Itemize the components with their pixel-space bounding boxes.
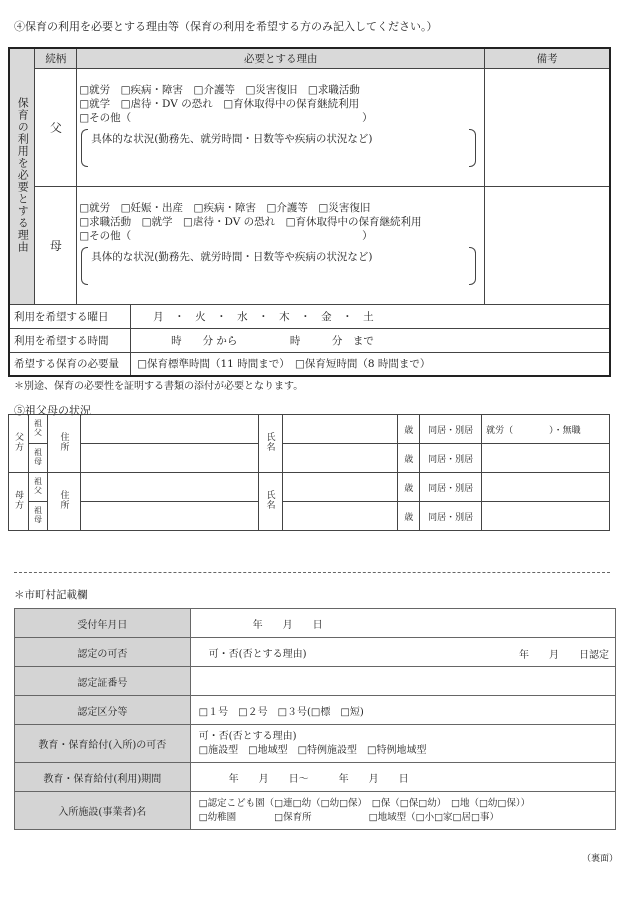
muni-category-label: 認定区分等 <box>15 696 191 725</box>
relation-header: 続柄 <box>35 48 77 68</box>
paternal-grandmother: 祖母 <box>33 447 43 466</box>
maternal-grandmother-name[interactable] <box>282 502 398 531</box>
paternal-grandmother-address[interactable] <box>80 444 258 473</box>
maternal-grandfather-address[interactable] <box>80 473 258 502</box>
maternal-grandfather-name[interactable] <box>282 473 398 502</box>
maternal-grandfather-living[interactable]: 同居・別居 <box>420 473 482 502</box>
maternal-grandfather-work[interactable] <box>482 473 610 502</box>
amount-label: 希望する保育の必要量 <box>9 352 131 376</box>
days-label: 利用を希望する曜日 <box>9 304 131 328</box>
muni-approval-cell[interactable] <box>190 638 615 667</box>
page-footer: （裏面） <box>582 854 619 864</box>
mother-bracket-right <box>469 247 476 285</box>
mother-bracket-left <box>81 247 88 285</box>
muni-category-value[interactable]: □１号 □２号 □３号(□標 □短) <box>190 696 615 725</box>
father-reason[interactable] <box>77 68 485 186</box>
maternal-grandmother-age[interactable]: 歳 <box>398 502 420 531</box>
mother-line3: □その他（ ） <box>79 230 373 242</box>
muni-cert-number-value[interactable] <box>190 667 615 696</box>
municipal-title: ＊市町村記載欄 <box>14 589 88 601</box>
muni-benefit-entry-cell[interactable] <box>190 725 615 763</box>
maternal-name-label: 氏名 <box>264 490 275 510</box>
time-label: 利用を希望する時間 <box>9 328 131 352</box>
paternal-name-label: 氏名 <box>264 432 275 452</box>
muni-benefit-entry-types: □施設型 □地域型 □特例施設型 □特例地域型 <box>198 744 427 756</box>
muni-received-label: 受付年月日 <box>15 609 191 638</box>
muni-facility-cell[interactable] <box>190 792 615 830</box>
muni-facility-label: 入所施設(事業者)名 <box>15 792 191 830</box>
muni-benefit-period-label: 教育・保育給付(利用)期間 <box>15 763 191 792</box>
paternal-grandmother-living[interactable]: 同居・別居 <box>420 444 482 473</box>
paternal-grandfather-age[interactable]: 歳 <box>398 415 420 444</box>
section4-note: ＊別途、保育の必要性を証明する書類の添付が必要となります。 <box>14 381 304 392</box>
muni-facility-line2: □幼稚園 □保育所 □地域型（□小□家□居□事） <box>198 811 500 823</box>
section5-title: ⑤祖父母の状況 <box>14 404 91 417</box>
father-line2: □就学 □虐待・DV の恐れ □育休取得中の保育継続利用 <box>79 98 360 110</box>
muni-approval-date: 年 月 日認定 <box>519 650 609 661</box>
amount-value[interactable]: □保育標準時間（11 時間まで） □保育短時間（8 時間まで） <box>131 352 610 376</box>
side-label: 保育の利用を必要とする理由 <box>16 96 30 253</box>
paternal-grandfather-work[interactable]: 就労（ ）・無職 <box>482 415 610 444</box>
mother-line1: □就労 □妊娠・出産 □疾病・障害 □介護等 □災害復旧 <box>79 202 371 214</box>
maternal-grandfather: 祖父 <box>33 476 43 495</box>
muni-approval-value: 可・否(否とする理由) <box>208 648 307 660</box>
father-notes[interactable] <box>485 68 610 186</box>
paternal-grandmother-age[interactable]: 歳 <box>398 444 420 473</box>
maternal-side: 母方 <box>12 490 23 510</box>
muni-benefit-entry-value: 可・否(否とする理由) <box>198 730 297 742</box>
muni-facility-line1: □認定こども園（□連□幼（□幼□保） □保（□保□幼） □地（□幼□保）） <box>198 797 531 809</box>
paternal-grandfather: 祖父 <box>33 418 43 437</box>
maternal-grandmother-living[interactable]: 同居・別居 <box>420 502 482 531</box>
muni-benefit-period-value[interactable]: 年 月 日～ 年 月 日 <box>190 763 615 792</box>
father-bracket-right <box>469 129 476 167</box>
paternal-side: 父方 <box>12 432 23 452</box>
maternal-grandfather-age[interactable]: 歳 <box>398 473 420 502</box>
mother-reason[interactable] <box>77 186 485 304</box>
maternal-grandmother: 祖母 <box>33 505 43 524</box>
father-situation: 具体的な状況(勤務先、就労時間・日数等や疾病の状況など) <box>91 133 373 145</box>
mother-notes[interactable] <box>485 186 610 304</box>
father-bracket-left <box>81 129 88 167</box>
days-value[interactable]: 月 ・ 火 ・ 水 ・ 木 ・ 金 ・ 土 <box>131 304 610 328</box>
paternal-grandfather-living[interactable]: 同居・別居 <box>420 415 482 444</box>
father-line3: □その他（ ） <box>79 112 373 124</box>
muni-received-value[interactable]: 年 月 日 <box>190 609 615 638</box>
mother-situation: 具体的な状況(勤務先、就労時間・日数等や疾病の状況など) <box>91 251 373 263</box>
paternal-grandfather-name[interactable] <box>282 415 398 444</box>
maternal-grandmother-work[interactable] <box>482 502 610 531</box>
reason-header: 必要とする理由 <box>77 48 485 68</box>
paternal-grandmother-name[interactable] <box>282 444 398 473</box>
father-relation: 父 <box>35 68 77 186</box>
section4-title: ④保育の利用を必要とする理由等（保育の利用を希望する方のみ記入してください。） <box>14 20 438 33</box>
mother-relation: 母 <box>35 186 77 304</box>
time-value[interactable]: 時 分 から 時 分 まで <box>131 328 610 352</box>
paternal-grandmother-work[interactable] <box>482 444 610 473</box>
muni-benefit-entry-label: 教育・保育給付(入所)の可否 <box>15 725 191 763</box>
section4-table <box>8 47 611 377</box>
cut-line <box>14 572 610 573</box>
side-label-cell <box>9 48 35 304</box>
paternal-grandfather-address[interactable] <box>80 415 258 444</box>
municipal-table <box>14 608 616 830</box>
muni-cert-number-label: 認定証番号 <box>15 667 191 696</box>
grandparents-table <box>8 414 610 531</box>
maternal-address-label: 住所 <box>58 490 69 510</box>
paternal-address-label: 住所 <box>58 432 69 452</box>
mother-line2: □求職活動 □就学 □虐待・DV の恐れ □育休取得中の保育継続利用 <box>79 216 422 228</box>
father-line1: □就労 □疾病・障害 □介護等 □災害復旧 □求職活動 <box>79 84 360 96</box>
notes-header: 備考 <box>485 48 610 68</box>
maternal-grandmother-address[interactable] <box>80 502 258 531</box>
muni-approval-label: 認定の可否 <box>15 638 191 667</box>
